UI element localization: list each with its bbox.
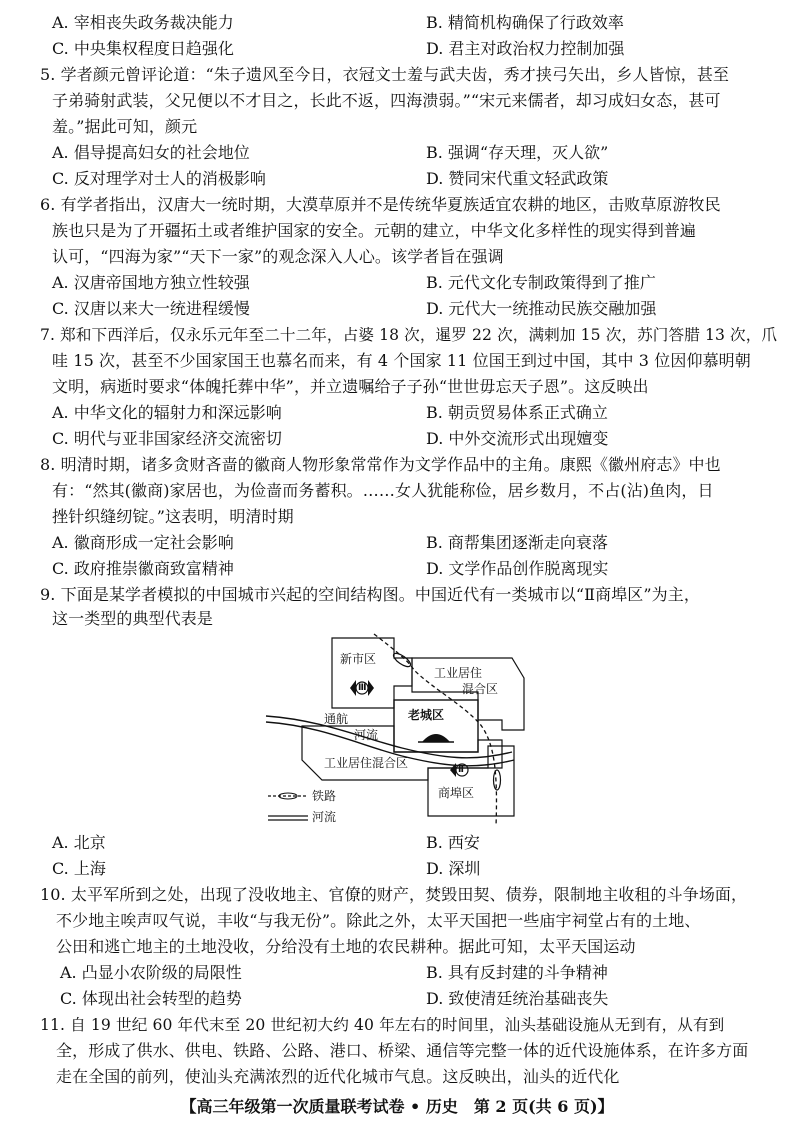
q7-stem-line3: 文明，病逝时要求“体魄托葬中华”，并立遗嘱给子子孙“世世毋忘天子恩”。这反映出: [52, 377, 649, 396]
fig-label-industrial-bottom: 工业居住混合区: [324, 756, 409, 770]
q11-stem-line3: 走在全国的前列，使汕头充满浓烈的近代化城市气息。这反映出，汕头的近代化: [56, 1067, 620, 1086]
q10-stem-line1: 10. 太平军所到之处，出现了没收地主、官僚的财产，焚毁田契、债券，限制地主收租的斗争场面，: [40, 885, 748, 904]
q8-stem-line2: 有：“然其(徽商)家居也，为俭啬而务蓄积。……女人犹能称俭，居乡数月，不占(沾)鱼肉，日: [52, 481, 714, 500]
q8-option-d: D. 文学作品创作脱离现实: [426, 559, 609, 578]
q5-option-a: A. 倡导提高妇女的社会地位: [52, 143, 250, 162]
fig-label-port: 商埠区: [438, 786, 475, 800]
city-structure-svg: [262, 630, 536, 830]
legend-river-label: 河流: [312, 810, 337, 824]
q6-stem-line2: 族也只是为了开疆拓土或者维护国家的安全。元朝的建立，中华文化多样性的现实得到普遍: [52, 221, 697, 240]
q6-option-d: D. 元代大一统推动民族交融加强: [426, 299, 657, 318]
fig-label-port-mark: Ⅱ: [458, 765, 464, 775]
q9-option-c: C. 上海: [52, 859, 106, 878]
q9-option-b: B. 西安: [426, 833, 480, 852]
q6-stem-line3: 认可，“四海为家”“天下一家”的观念深入人心。该学者旨在强调: [52, 247, 504, 266]
q8-option-c: C. 政府推崇徽商致富精神: [52, 559, 234, 578]
q6-stem-line1: 6. 有学者指出，汉唐大一统时期，大漠草原并不是传统华夏族适宜农耕的地区，击败草原游牧民: [40, 195, 721, 214]
q6-option-a: A. 汉唐帝国地方独立性较强: [52, 273, 250, 292]
q9-stem-line2: 这一类型的典型代表是: [52, 609, 214, 628]
q5-option-b: B. 强调“存天理，灭人欲”: [426, 143, 609, 162]
railway-station-bottom: [494, 770, 501, 790]
q7-option-b: B. 朝贡贸易体系正式确立: [426, 403, 608, 422]
q7-option-c: C. 明代与亚非国家经济交流密切: [52, 429, 282, 448]
q4-option-d: D. 君主对政治权力控制加强: [426, 39, 625, 58]
q8-option-a: A. 徽商形成一定社会影响: [52, 533, 234, 552]
q8-stem-line1: 8. 明清时期，诸多贪财吝啬的徽商人物形象常常作为文学作品中的主角。康熙《徽州府志》中也: [40, 455, 721, 474]
q5-option-c: C. 反对理学对士人的消极影响: [52, 169, 266, 188]
q11-stem-line2: 全，形成了供水、供电、铁路、公路、港口、桥梁、通信等完整一体的近代设施体系，在许多方面: [56, 1041, 749, 1060]
city-structure-diagram: [262, 630, 536, 830]
q11-stem-line1: 11. 自 19 世纪 60 年代末至 20 世纪初大约 40 年左右的时间里，汕头基础设施从无到有，从有到: [40, 1016, 725, 1034]
fig-label-industrial-top-2: 混合区: [462, 682, 499, 696]
fig-label-new-district: 新市区: [340, 652, 377, 666]
q9-stem-line1: 9. 下面是某学者模拟的中国城市兴起的空间结构图。中国近代有一类城市以“Ⅱ商埠区”为主，: [40, 585, 700, 604]
fig-label-canal-2: 河流: [354, 728, 379, 742]
q9-option-a: A. 北京: [52, 833, 106, 852]
q7-stem-line2: 哇 15 次，甚至不少国家国王也慕名而来，有 4 个国家 11 位国王到过中国，其中 3 位因仰慕明朝: [52, 351, 751, 370]
q9-option-d: D. 深圳: [426, 859, 481, 878]
fig-label-new-mark: Ⅲ: [358, 683, 367, 693]
fig-label-industrial-top-1: 工业居住: [434, 666, 483, 680]
q10-stem-line3: 公田和逃亡地主的土地没收，分给没有土地的农民耕种。据此可知，太平天国运动: [56, 937, 636, 956]
page-footer: 【高三年级第一次质量联考试卷 • 历史 第 2 页(共 6 页)】: [180, 1097, 614, 1116]
q8-option-b: B. 商帮集团逐渐走向衰落: [426, 533, 608, 552]
q5-stem-line3: 羞。”据此可知，颜元: [52, 117, 198, 136]
q10-stem-line2: 不少地主唉声叹气说，丰收“与我无份”。除此之外，太平天国把一些庙宇祠堂占有的土地、: [56, 911, 701, 930]
q4-option-a: A. 宰相丧失政务裁决能力: [52, 13, 234, 32]
fig-label-old-city: 老城区: [408, 708, 445, 722]
q5-stem-line1: 5. 学者颜元曾评论道：“朱子遗风至今日，衣冠文士羞与武夫齿，秀才挟弓矢出，乡人皆惊，甚至: [40, 65, 730, 84]
old-city-gate-symbol: [422, 734, 450, 742]
q7-option-a: A. 中华文化的辐射力和深远影响: [52, 403, 282, 422]
railway-station-top: [392, 651, 413, 669]
q8-stem-line3: 挫针织缝纫锭。”这表明，明清时期: [52, 507, 294, 526]
fig-label-canal-1: 通航: [324, 712, 349, 726]
q7-stem-line1: 7. 郑和下西洋后，仅永乐元年至二十二年，占婆 18 次，暹罗 22 次，满剌加 15 次，苏门答腊 13 次，爪: [40, 326, 778, 344]
q4-option-c: C. 中央集权程度日趋强化: [52, 39, 234, 58]
new-district-outline: [332, 638, 412, 708]
q10-option-d: D. 致使清廷统治基础丧失: [426, 989, 609, 1008]
q5-option-d: D. 赞同宋代重文轻武政策: [426, 169, 609, 188]
legend-rail-label: 铁路: [312, 789, 337, 803]
q10-option-a: A. 凸显小农阶级的局限性: [60, 963, 242, 982]
q7-option-d: D. 中外交流形式出现嬗变: [426, 429, 609, 448]
q6-option-c: C. 汉唐以来大一统进程缓慢: [52, 299, 250, 318]
q10-option-b: B. 具有反封建的斗争精神: [426, 963, 608, 982]
q10-option-c: C. 体现出社会转型的趋势: [60, 989, 242, 1008]
q6-option-b: B. 元代文化专制政策得到了推广: [426, 273, 656, 292]
q5-stem-line2: 子弟骑射武装，父兄便以不才目之，长此不返，四海溃弱。”“宋元来儒者，却习成妇女态，甚可: [52, 91, 721, 110]
q4-option-b: B. 精简机构确保了行政效率: [426, 13, 624, 32]
